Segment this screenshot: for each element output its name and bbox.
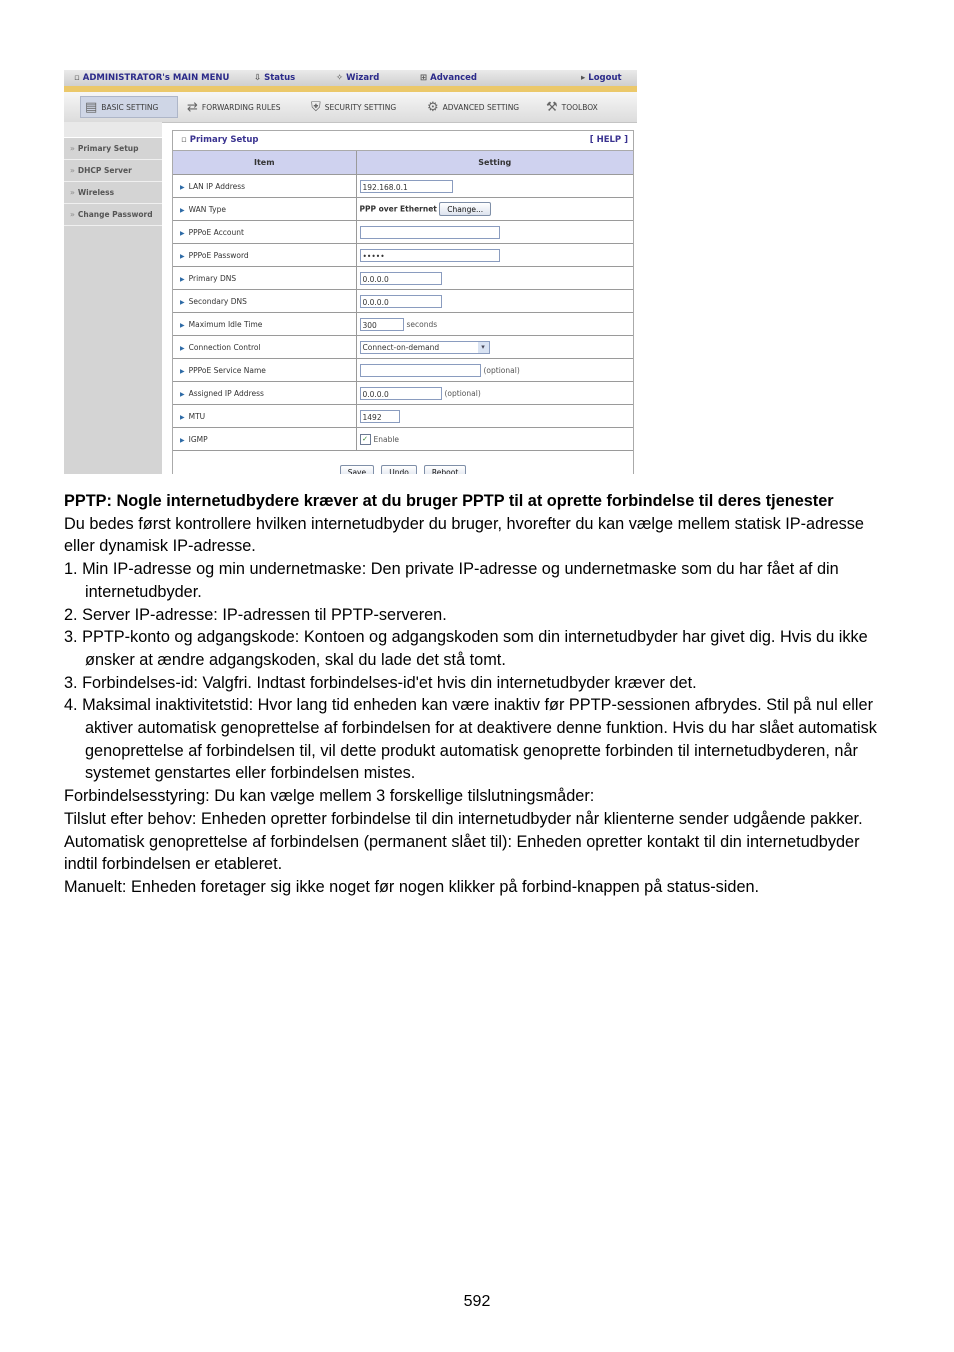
wizard-link[interactable]: ✧ Wizard: [336, 73, 380, 83]
forward-icon: ⇄: [187, 99, 198, 115]
toolbox-icon: ⚒: [546, 99, 558, 115]
bullet-icon: »: [70, 166, 75, 175]
sidebar: [64, 122, 162, 474]
wizard-icon: ✧: [336, 73, 344, 83]
arrow-icon: ▶: [180, 252, 185, 260]
sidebar-item-wireless[interactable]: » Wireless: [64, 182, 162, 204]
row-label: MTU: [188, 411, 206, 421]
arrow-icon: ▶: [180, 321, 185, 329]
connection-control-select[interactable]: Connect-on-demand ▾: [360, 341, 490, 354]
tab-toolbox[interactable]: ⚒ TOOLBOX: [546, 99, 598, 115]
arrow-icon: ▶: [180, 367, 185, 375]
arrow-icon: ▶: [180, 344, 185, 352]
panel-title: Primary Setup: [189, 135, 259, 145]
arrow-icon: ▶: [180, 206, 185, 214]
save-button[interactable]: Save: [340, 465, 374, 475]
optional-note: (optional): [444, 388, 481, 398]
table-row: [173, 405, 633, 428]
table-row: [173, 359, 633, 382]
paragraph: Forbindelsesstyring: Du kan vælge mellem 3 forskellige tilslutningsmåder:: [64, 787, 595, 806]
advanced-link[interactable]: ⊞ Advanced: [420, 73, 478, 83]
list-item: 1. Min IP-adresse og min undernetmaske: Den private IP-adresse og undernetmaske som du har fået af din internetudbyder.: [64, 560, 839, 601]
status-link[interactable]: ⇩ Status: [254, 73, 296, 83]
list-item: 2. Server IP-adresse: IP-adressen til PPTP-serveren.: [64, 605, 447, 624]
row-label: PPPoE Service Name: [188, 365, 266, 375]
table-row: [173, 336, 633, 359]
table-row: [173, 290, 633, 313]
max-idle-input[interactable]: 300: [360, 318, 404, 331]
menu-icon: ▫: [74, 73, 80, 83]
router-screenshot: [64, 70, 637, 474]
pppoe-account-input[interactable]: [360, 226, 500, 239]
assigned-ip-input[interactable]: 0.0.0.0: [360, 387, 442, 400]
arrow-icon: ▶: [180, 436, 185, 444]
gear-icon: ⚙: [427, 99, 439, 115]
row-label: Assigned IP Address: [188, 388, 264, 398]
sidebar-item-dhcp-server[interactable]: » DHCP Server: [64, 160, 162, 182]
chevron-down-icon: ▾: [478, 342, 489, 353]
table-row: [173, 175, 633, 198]
list-item: 3. Forbindelses-id: Valgfri. Indtast forbindelses-id'et hvis din internetudbyder kræver det.: [64, 673, 697, 692]
arrow-right-icon: ▸: [581, 73, 586, 83]
lan-ip-input[interactable]: 192.168.0.1: [360, 180, 453, 193]
panel-icon: ▫: [181, 135, 187, 145]
panel-header: [173, 130, 633, 151]
section-heading: PPTP: Nogle internetudbydere kræver at du bruger PPTP til at oprette forbindelse til deres tjenester: [64, 492, 834, 510]
change-button[interactable]: Change...: [439, 202, 491, 216]
seconds-unit: seconds: [406, 319, 438, 329]
row-label: LAN IP Address: [188, 181, 246, 191]
arrow-icon: ▶: [180, 413, 185, 421]
help-link[interactable]: [ HELP ]: [589, 135, 628, 145]
table-row: [173, 198, 633, 221]
main-menu-link[interactable]: ▫ ADMINISTRATOR's MAIN MENU: [74, 73, 230, 83]
wan-type-value: PPP over Ethernet: [359, 204, 437, 214]
column-header-item: Item: [173, 151, 356, 175]
bullet-icon: »: [70, 144, 75, 153]
logout-link[interactable]: ▸ Logout: [581, 73, 622, 83]
igmp-checkbox[interactable]: ✓: [360, 434, 371, 445]
sidebar-item-change-password[interactable]: » Change Password: [64, 204, 162, 226]
list-item: 4. Maksimal inaktivitetstid: Hvor lang tid enheden kan være inaktiv før PPTP-sessionen afbrydes. Stil på nul eller aktiver automatisk genoprettelse af forbindelsen for at deaktivere denne funktion. Hvis du har slået automatisk genoprettelse af forbindelsen til, vil dette produkt automatisk genoprette forbinden til internetudbyderen, når systemet genstartes eller forbindelsen mistes.: [64, 696, 877, 783]
mtu-input[interactable]: 1492: [360, 410, 400, 423]
paragraph: Manuelt: Enheden foretager sig ikke noget før nogen klikker på forbind-knappen på status-siden.: [64, 877, 760, 896]
table-row: [173, 382, 633, 405]
primary-setup-panel: [172, 130, 634, 474]
row-label: WAN Type: [188, 204, 226, 214]
service-name-input[interactable]: [360, 364, 481, 377]
arrow-icon: ▶: [180, 229, 185, 237]
undo-button[interactable]: Undo: [381, 465, 417, 475]
row-label: Connection Control: [188, 342, 261, 352]
table-row: [173, 428, 633, 451]
table-row: [173, 267, 633, 290]
bullet-icon: »: [70, 188, 75, 197]
arrow-icon: ▶: [180, 183, 185, 191]
status-icon: ⇩: [254, 73, 262, 83]
optional-note: (optional): [483, 365, 520, 375]
row-label: Secondary DNS: [188, 296, 247, 306]
table-row: [173, 221, 633, 244]
top-menu-bar: [64, 70, 637, 86]
settings-table: [173, 151, 633, 451]
folder-icon: ▤: [85, 99, 98, 115]
list-item: 3. PPTP-konto og adgangskode: Kontoen og adgangskoden som din internetudbyder har givet dig. Hvis du ikke ønsker at ændre adgangskoden, skal du lade det stå tomt.: [64, 628, 868, 669]
table-row: [173, 244, 633, 267]
table-row: [173, 313, 633, 336]
row-label: IGMP: [188, 434, 208, 444]
row-label: Primary DNS: [188, 273, 237, 283]
secondary-dns-input[interactable]: 0.0.0.0: [360, 295, 442, 308]
arrow-icon: ▶: [180, 298, 185, 306]
row-label: PPPoE Account: [188, 227, 244, 237]
tab-forwarding-rules[interactable]: ⇄ FORWARDING RULES: [187, 99, 281, 115]
arrow-icon: ▶: [180, 275, 185, 283]
column-header-setting: Setting: [356, 151, 633, 175]
advanced-icon: ⊞: [420, 73, 428, 83]
tab-advanced-setting[interactable]: ⚙ ADVANCED SETTING: [427, 99, 520, 115]
tab-bar: [64, 92, 637, 123]
primary-dns-input[interactable]: 0.0.0.0: [360, 272, 442, 285]
paragraph: Automatisk genoprettelse af forbindelsen (permanent slået til): Enheden opretter kontakt til din internetudbyder indtil forbindelsen er etableret.: [64, 832, 860, 874]
bullet-icon: »: [70, 210, 75, 219]
reboot-button[interactable]: Reboot: [424, 465, 466, 475]
row-label: Maximum Idle Time: [188, 319, 263, 329]
tab-basic-setting[interactable]: ▤ BASIC SETTING: [80, 96, 178, 118]
page-number: 592: [463, 1293, 491, 1310]
arrow-icon: ▶: [180, 390, 185, 398]
document-body: [64, 490, 894, 899]
tab-security-setting[interactable]: ⛨ SECURITY SETTING: [311, 99, 397, 115]
shield-icon: ⛨: [311, 99, 321, 115]
row-label: PPPoE Password: [188, 250, 249, 260]
pppoe-password-input[interactable]: •••••: [360, 249, 500, 262]
paragraph: Tilslut efter behov: Enheden opretter forbindelse til din internetudbyder når klienterne sender udgående pakker.: [64, 809, 863, 828]
intro-paragraph: Du bedes først kontrollere hvilken internetudbyder du bruger, hvorefter du kan vælge mellem statisk IP-adresse eller dynamisk IP-adresse.: [64, 514, 864, 556]
action-buttons: [173, 461, 633, 474]
sidebar-item-primary-setup[interactable]: » Primary Setup: [64, 138, 162, 160]
igmp-enable-label: Enable: [373, 434, 400, 444]
